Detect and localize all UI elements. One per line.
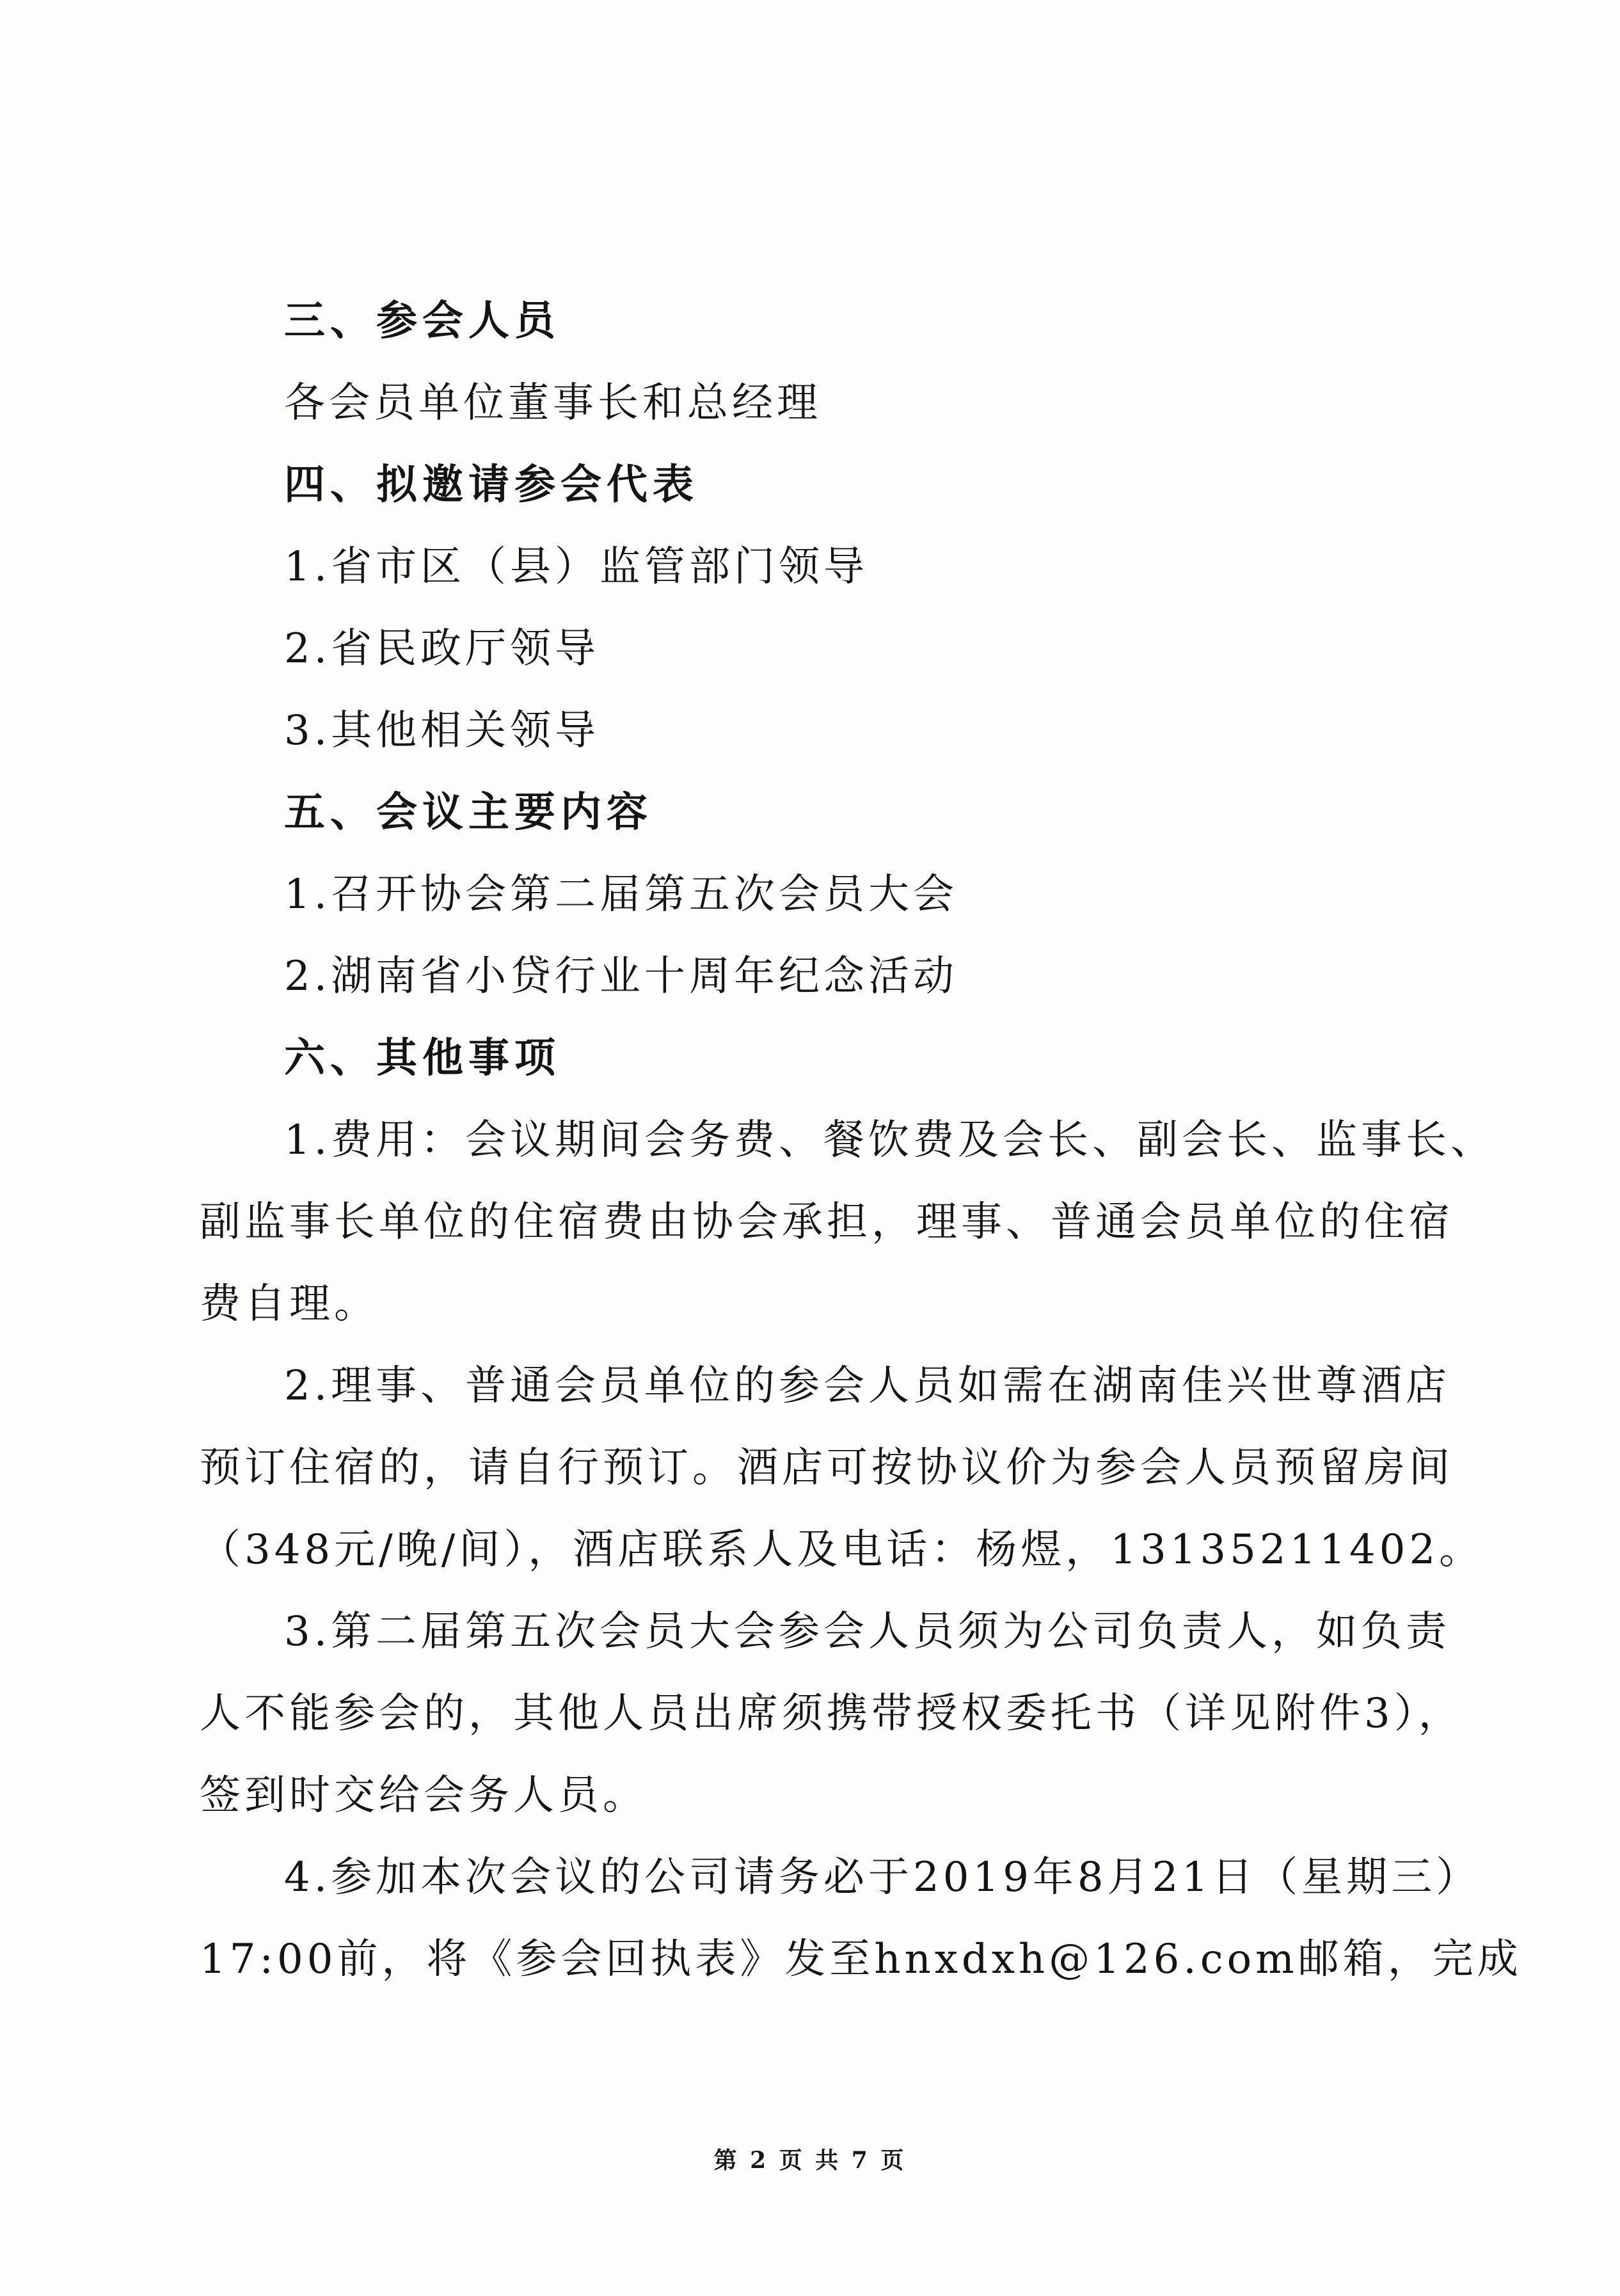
section-heading-attendees: 三、参会人员	[284, 298, 560, 345]
paragraph-line: 副监事长单位的住宿费由协会承担，理事、普通会员单位的住宿	[200, 1199, 1454, 1246]
paragraph-line: 1.费用：会议期间会务费、餐饮费及会长、副会长、监事长、	[284, 1117, 1496, 1164]
list-item: 2.湖南省小贷行业十周年纪念活动	[284, 953, 958, 1000]
list-item: 2.省民政厅领导	[284, 625, 600, 673]
paragraph-line: 预订住宿的，请自行预订。酒店可按协议价为参会人员预留房间	[200, 1444, 1454, 1492]
paragraph-line: 签到时交给会务人员。	[200, 1772, 647, 1819]
section-heading-other-matters: 六、其他事项	[284, 1035, 560, 1082]
page-number-footer: 第 2 页 共 7 页	[713, 2147, 907, 2174]
list-item: 1.省市区（县）监管部门领导	[284, 543, 869, 591]
paragraph-line: 2.理事、普通会员单位的参会人员如需在湖南佳兴世尊酒店	[284, 1362, 1451, 1410]
list-item: 1.召开协会第二届第五次会员大会	[284, 871, 958, 918]
paragraph-line: 4.参加本次会议的公司请务必于2019年8月21日（星期三）	[284, 1854, 1481, 1901]
section-heading-invited-representatives: 四、拟邀请参会代表	[284, 461, 699, 509]
paragraph-line: 人不能参会的，其他人员出席须携带授权委托书（详见附件3），	[200, 1690, 1463, 1737]
paragraph-line: 3.第二届第五次会员大会参会人员须为公司负责人，如负责	[284, 1608, 1451, 1655]
section-heading-meeting-content: 五、会议主要内容	[284, 789, 653, 836]
paragraph-line: 费自理。	[200, 1280, 379, 1328]
paragraph-line: 各会员单位董事长和总经理	[284, 379, 822, 427]
paragraph-line: 17:00前，将《参会回执表》发至hnxdxh@126.com邮箱，完成	[200, 1936, 1522, 1983]
paragraph-line: （348元/晚/间），酒店联系人及电话：杨煜，13135211402。	[200, 1526, 1484, 1574]
list-item: 3.其他相关领导	[284, 707, 600, 754]
